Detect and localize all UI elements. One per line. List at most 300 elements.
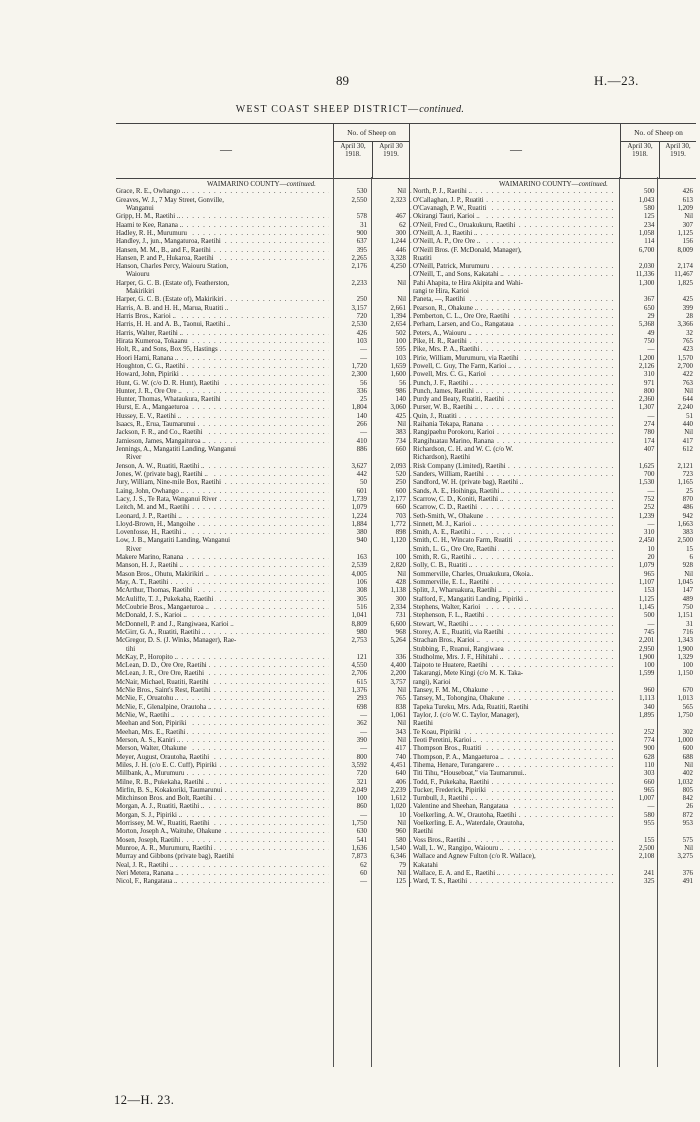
owner-name — [116, 712, 329, 720]
sheep-1919: 376 — [682, 869, 693, 877]
sheep-1918: 971 — [644, 379, 655, 387]
owner-name — [116, 779, 329, 787]
owner-name — [116, 205, 332, 213]
sheep-1919: 842 — [682, 795, 693, 803]
owner-name — [116, 463, 329, 471]
owner-name-text: Wallace and Agnew Fulton (c/o R. Wallace), — [413, 853, 536, 861]
sheep-1918: 1,804 — [351, 404, 367, 412]
owner-name-text: Stewart, W., Raetihi .. — [413, 620, 474, 628]
table-row — [410, 745, 696, 753]
owner-name-text: Houghton, C. G., Raetihi — [116, 362, 186, 370]
owner-name-text: Grace, R. E., Owhango .. — [116, 188, 186, 196]
sheep-1918: 50 — [360, 479, 367, 487]
sheep-1918: 1,079 — [351, 504, 367, 512]
owner-name — [410, 629, 617, 637]
sheep-1918: 2,753 — [351, 637, 367, 645]
sheep-1918: 7,873 — [351, 853, 367, 861]
sheep-1919: 491 — [682, 878, 693, 886]
table-row — [410, 238, 696, 246]
owner-name — [410, 363, 617, 371]
owner-name — [116, 629, 329, 637]
sheep-1919: 6,346 — [390, 853, 406, 861]
table-row — [410, 737, 696, 745]
sheep-1918: 1,107 — [638, 579, 655, 586]
owner-name-text: Okirangi Tauri, Karioi .. — [413, 213, 480, 221]
title-italic: continued. — [419, 104, 465, 115]
sheep-1918: 2,500 — [638, 845, 655, 852]
sheep-1918: — — [360, 429, 367, 437]
sheep-1919: 1,825 — [677, 279, 693, 287]
sheep-1919: 51 — [686, 412, 693, 420]
table-row — [116, 496, 409, 504]
table-row-continuation — [410, 679, 696, 687]
owner-name-text: Taylor, J. (c/o W. C. Taylor, Manager), — [413, 712, 520, 719]
sheep-1918: 252 — [644, 504, 655, 512]
owner-name-text: Solly, C. B., Ruatiti .. — [413, 562, 473, 570]
owner-name — [410, 513, 617, 521]
owner-name — [116, 238, 329, 246]
owner-name — [116, 737, 329, 745]
owner-name — [116, 346, 329, 354]
table-row — [116, 878, 409, 886]
sheep-1918: — — [360, 745, 367, 753]
table-row — [410, 587, 696, 595]
owner-name — [116, 654, 329, 662]
sheep-1918: 100 — [644, 662, 655, 670]
table-row — [410, 762, 696, 770]
owner-name — [116, 404, 329, 412]
owner-name-text: Handley, J., jun., Mangaturoa, Raetihi — [116, 238, 221, 246]
column-rule — [619, 177, 620, 1067]
owner-name-text: Pirie, William, Murumuru, via Raetihi — [413, 354, 519, 362]
owner-name-text: Pearson, R., Ohakune .. — [413, 304, 479, 312]
table-row — [116, 463, 409, 471]
sheep-1919: 670 — [682, 687, 693, 695]
sheep-1919 — [371, 271, 409, 279]
owner-name-text: McKay, P., Horopito .. — [116, 653, 178, 661]
owner-name — [116, 695, 329, 703]
owner-name-text: Hirata Kumeroa, Tokaanu — [116, 337, 188, 345]
column-rule — [333, 177, 334, 1067]
sheep-1918: 1,900 — [638, 653, 655, 661]
sheep-1919: 56 — [399, 379, 406, 387]
owner-name — [116, 554, 329, 562]
table-row — [116, 521, 409, 529]
owner-name — [410, 704, 617, 712]
sheep-1918: 860 — [356, 803, 367, 811]
sheep-1919: 838 — [395, 703, 406, 711]
sheep-1919: 15 — [686, 545, 693, 553]
owner-name-text: Tucker, Frederick, Pipiriki — [413, 786, 486, 794]
owner-name — [116, 471, 329, 479]
sheep-1919: 422 — [682, 371, 693, 379]
sheep-1918: 2,530 — [351, 321, 367, 329]
owner-name — [116, 587, 329, 595]
sheep-1918: 321 — [356, 778, 367, 786]
owner-name — [410, 488, 617, 496]
sheep-1919: 2,174 — [677, 263, 693, 271]
sheep-1919: 4,400 — [390, 662, 406, 670]
sheep-1918: 1,041 — [351, 612, 367, 620]
sheep-1919: 2,654 — [390, 321, 406, 329]
owner-name — [116, 355, 329, 363]
owner-name-text: Tansey, F. M. M., Ohakune — [413, 687, 488, 695]
sheep-1919: 734 — [395, 437, 406, 445]
table-row — [116, 737, 409, 745]
table-row — [116, 770, 409, 778]
sheep-1919: 399 — [682, 304, 693, 312]
owner-name — [116, 845, 329, 853]
sheep-1918: 336 — [356, 387, 367, 395]
sheep-1918: 367 — [644, 296, 655, 304]
sheep-1918: 965 — [644, 570, 655, 578]
name-column-header — [116, 124, 334, 178]
owner-name — [410, 413, 617, 421]
sheep-1919: 2,093 — [390, 462, 406, 470]
sheep-1918: 1,636 — [351, 845, 367, 852]
sheep-1919: Nil — [397, 869, 406, 877]
sheep-1918: 1,720 — [351, 362, 367, 370]
table-row — [410, 579, 696, 587]
sheep-1918 — [617, 255, 658, 263]
sheep-1919: 343 — [395, 728, 406, 736]
table-row — [410, 712, 696, 720]
table-row — [410, 380, 696, 388]
owner-name — [410, 637, 617, 645]
sheep-1918: — — [360, 712, 367, 719]
owner-name-text: Stephens, Walter, Karioi — [413, 603, 481, 611]
sheep-1919: 100 — [395, 554, 406, 562]
sheep-1919: 1,209 — [677, 204, 693, 212]
owner-name-text: Waiouru — [126, 271, 150, 279]
sheep-1918: 305 — [356, 595, 367, 603]
table-row — [116, 787, 409, 795]
table-row — [410, 205, 696, 213]
sheep-1919: 2,661 — [390, 304, 406, 312]
table-row — [410, 263, 696, 271]
owner-name — [410, 770, 617, 778]
sheep-1919 — [657, 862, 696, 870]
sheep-1918: 29 — [647, 313, 655, 320]
owner-name — [410, 247, 617, 255]
sheep-1919: Nil — [397, 421, 406, 429]
table-row — [410, 654, 696, 662]
table-row-continuation — [116, 546, 409, 554]
table-row — [410, 754, 696, 762]
sheep-1919: 644 — [682, 396, 693, 404]
table-row — [116, 404, 409, 412]
sheep-1918: 1,739 — [351, 495, 367, 503]
owner-name — [116, 446, 329, 454]
table-row — [116, 388, 409, 396]
table-row — [116, 247, 409, 255]
table-row — [410, 704, 696, 712]
sheep-1918: 2,706 — [351, 670, 367, 678]
sheep-1919: 5,264 — [390, 637, 406, 645]
owner-name — [410, 255, 617, 263]
sheep-1918: 49 — [647, 329, 655, 337]
owner-name — [116, 429, 329, 437]
table-row — [116, 695, 409, 703]
table-row — [410, 197, 696, 205]
sheep-1918: 1,239 — [638, 512, 655, 520]
sheep-1919: 580 — [395, 836, 406, 844]
owner-name — [410, 687, 617, 695]
owner-name — [116, 745, 329, 753]
sheep-1918: 2,950 — [638, 645, 655, 653]
owner-name-text: Morton, Joseph A., Waituhe, Ohakune — [116, 828, 222, 836]
table-row-continuation — [410, 454, 696, 462]
name-column-header — [410, 124, 621, 178]
owner-name-text: Stafford, F., Mangatiti Landing, Pipiriki .. — [413, 595, 529, 603]
owner-name-text: McArthur, Thomas, Raetihi — [116, 587, 193, 595]
sheep-1918: 140 — [356, 412, 367, 420]
owner-name-text: Thompson, P. A., Mangaeturoa .. — [413, 753, 504, 761]
sheep-1919: 1,000 — [677, 736, 693, 744]
owner-name-text: Haami te Kee, Ranana .. — [116, 221, 184, 229]
sheep-1919: 1,612 — [390, 795, 406, 803]
col-1918-header: April 30, 1918. — [334, 142, 373, 178]
owner-name — [410, 280, 617, 288]
owner-name — [410, 695, 617, 703]
owner-name-text: Rangihuatau Marino, Ranana — [413, 437, 494, 445]
owner-name-text: Sinnett, M. J., Karioi .. — [413, 520, 477, 528]
sheep-1918: 266 — [356, 421, 367, 429]
sheep-1918: 750 — [644, 337, 655, 345]
owner-name-text: Ruatiti — [413, 254, 432, 262]
sheep-1918 — [617, 454, 658, 462]
sheep-1919: 960 — [395, 828, 406, 836]
table-row — [410, 529, 696, 537]
table-row — [116, 197, 409, 205]
sheep-1918: 774 — [644, 736, 655, 744]
table-row — [116, 704, 409, 712]
owner-name — [116, 513, 329, 521]
table-row-continuation — [410, 720, 696, 728]
sheep-1918: 100 — [356, 795, 367, 803]
sheep-1919: Nil — [397, 720, 406, 728]
sheep-1918: 125 — [644, 213, 655, 221]
owner-name — [410, 837, 617, 845]
table-row — [410, 571, 696, 579]
owner-name-text: Todd, F., Pukekaha, Raetihi — [413, 778, 490, 786]
owner-name-text: O'Neill, T., and Sons, Kakatahi .. — [413, 271, 504, 279]
sheep-1919: 307 — [682, 221, 693, 229]
owner-name-text: Perham, Larsen, and Co., Rangataua — [413, 321, 514, 329]
sheep-1919: 575 — [682, 836, 693, 844]
sheep-1919: 100 — [395, 337, 406, 345]
table-row — [410, 621, 696, 629]
table-row-continuation — [116, 454, 409, 462]
sheep-1918: 2,126 — [638, 362, 655, 370]
table-row — [410, 770, 696, 778]
sheep-1919: Nil — [684, 570, 693, 578]
owner-name-text: Titi Tihu, “Houseboat,” via Taumarunui.. — [413, 770, 527, 778]
table-row — [116, 513, 409, 521]
sheep-1919: 763 — [682, 379, 693, 387]
owner-name — [116, 729, 329, 737]
sheep-1919: 425 — [395, 412, 406, 420]
owner-name — [156, 180, 369, 188]
owner-name-text: Makirikiri — [126, 288, 155, 296]
sheep-1918: — — [647, 346, 655, 354]
owner-name — [410, 621, 617, 629]
table-row — [116, 313, 409, 321]
table-row — [410, 596, 696, 604]
sheep-1918: 698 — [356, 703, 367, 711]
sheep-1919: 300 — [395, 229, 406, 237]
sheep-1918: 800 — [644, 387, 655, 395]
owner-name — [116, 230, 329, 238]
owner-name-text: Makere Marino, Ranana — [116, 554, 184, 562]
owner-name-text: Sandford, W. H. (private bag), Raetihi .. — [413, 479, 524, 487]
table-row — [116, 579, 409, 587]
sheep-1919: 613 — [682, 196, 693, 204]
group-title: No. of Sheep on — [334, 124, 409, 142]
sheep-1919: 640 — [395, 770, 406, 778]
sheep-1919: 765 — [682, 337, 693, 345]
table-row — [410, 222, 696, 230]
sheep-1918: 1,113 — [639, 695, 655, 703]
table-row — [116, 255, 409, 263]
owner-name — [410, 330, 617, 338]
table-row — [116, 687, 409, 695]
owner-name — [410, 587, 617, 595]
sheep-1918: 1,307 — [638, 404, 655, 412]
table-row — [410, 795, 696, 803]
sheep-1919: 302 — [682, 728, 693, 736]
sheep-1918 — [332, 288, 372, 296]
sheep-1919: 426 — [682, 188, 693, 196]
owner-name-text: Low, J. B., Mangatiti Landing, Wanganui — [116, 537, 231, 545]
column-rule — [657, 177, 658, 1067]
sheep-1918: — — [647, 803, 655, 811]
table-row — [410, 513, 696, 521]
sheep-1918: 1,599 — [638, 670, 655, 678]
sheep-1919: 688 — [682, 753, 693, 761]
sheep-1919: 446 — [395, 246, 406, 254]
table-row-continuation — [116, 271, 409, 279]
owner-name-text: Pike, Mrs. P. A., Raetihi — [413, 346, 480, 354]
sheep-1919: 100 — [682, 662, 693, 670]
sheep-1918: 900 — [644, 745, 655, 753]
owner-name — [410, 712, 617, 720]
owner-name-text: Sommerville, E. L., Raetihi — [413, 579, 489, 586]
owner-name-text: Munroe, A. R., Murumuru, Raetihi — [116, 845, 213, 852]
sheep-1919: 440 — [682, 421, 693, 429]
sheep-1918: 3,592 — [351, 761, 367, 769]
table-row — [116, 421, 409, 429]
page-title — [0, 104, 700, 115]
owner-name-text: Scarrow, C. D., Koniti, Raetihi .. — [413, 495, 504, 503]
sheep-1919: 502 — [395, 329, 406, 337]
owner-name — [116, 213, 329, 221]
sheep-1919: Nil — [684, 761, 693, 769]
owner-name — [410, 446, 617, 454]
owner-name-text: Hunt, G. W. (c/o D. R. Hunt), Raetihi — [116, 379, 220, 387]
sheep-1919: 1,394 — [390, 313, 406, 320]
right-column-header — [410, 123, 696, 179]
owner-name — [116, 754, 329, 762]
table-row-continuation — [410, 862, 696, 870]
sheep-1919: 1,343 — [677, 637, 693, 645]
sheep-1918: 2,550 — [351, 196, 367, 204]
owner-name-text: Hansen, P. and P., Hukaroa, Raetihi — [116, 254, 214, 262]
sheep-1919 — [657, 679, 696, 687]
sheep-1919: 898 — [395, 529, 406, 537]
sheep-1919: 1,570 — [677, 354, 693, 362]
owner-name — [410, 729, 617, 737]
owner-name-text: Teoti Peretini, Karioi .. — [413, 736, 477, 744]
sheep-1919: 3,366 — [677, 321, 693, 329]
owner-name-text: Powell, Mrs. C. G., Karioi — [413, 371, 486, 379]
owner-name-text: Thompson Bros., Ruatiti — [413, 745, 482, 753]
sheep-1918: 980 — [356, 628, 367, 636]
owner-name-text: McNie, F., Glenalpine, Orautoha .. — [116, 703, 212, 711]
owner-name — [410, 230, 617, 238]
owner-name — [410, 679, 617, 687]
sheep-1919: Nil — [397, 820, 406, 828]
sheep-1919: 250 — [395, 479, 406, 487]
table-row — [116, 296, 409, 304]
sheep-1919: 25 — [686, 487, 693, 495]
sheep-1919: 1,151 — [677, 612, 693, 620]
owner-name — [116, 371, 329, 379]
owner-name — [116, 330, 329, 338]
owner-name — [116, 646, 332, 654]
sheep-1918 — [617, 720, 658, 728]
sheep-1918: 965 — [644, 786, 655, 794]
owner-name-text: Gripp, H. M., Raetihi .. — [116, 213, 181, 221]
sheep-1919: 1,032 — [677, 778, 693, 786]
table-row — [410, 646, 696, 654]
owner-name — [116, 679, 329, 687]
owner-name-text: Seth-Smith, W., Ohakune — [413, 512, 484, 520]
owner-name — [410, 504, 617, 512]
sheep-1919: 406 — [395, 778, 406, 786]
sheep-1919: 805 — [682, 786, 693, 794]
owner-name-text: Raetihi — [413, 828, 433, 836]
owner-name-text: Lacy, J. S., Te Rata, Wanganui River — [116, 495, 218, 503]
owner-name-text: Neal, J. R., Raetihi .. — [116, 861, 174, 869]
table-row — [116, 562, 409, 570]
owner-name-text: Leonard, J. P., Raetihi .. — [116, 512, 182, 520]
owner-name — [410, 205, 617, 213]
owner-name-text: McAuliffe, T. J., Pukekaha, Raetihi — [116, 595, 214, 603]
owner-name-text: Meyer, August, Orautoha, Raetihi — [116, 753, 210, 761]
sheep-1918: 153 — [644, 587, 655, 595]
sheep-1919: 750 — [682, 603, 693, 611]
owner-name-text: Punch, J. F., Raetihi .. — [413, 379, 474, 387]
sheep-1919: 968 — [395, 628, 406, 636]
col-1919-header: April 30 1919. — [379, 142, 403, 158]
name-column-dash: — — [220, 142, 232, 156]
heading-italic: continued. — [286, 180, 316, 188]
owner-name-text: O'Neill, A. P., Ore Ore .. — [413, 238, 481, 246]
sheep-1918 — [617, 679, 658, 687]
sheep-1919: 425 — [682, 296, 693, 304]
sheep-1919: 942 — [682, 512, 693, 520]
owner-name-text: Raetihi — [413, 720, 433, 728]
sheep-1918: 800 — [356, 753, 367, 761]
owner-name-text: Jones, W. (private bag), Raetihi .. — [116, 470, 208, 478]
owner-name-text: Peters, A., Waiouru .. — [413, 329, 472, 337]
owner-name — [116, 396, 329, 404]
owner-name — [116, 296, 329, 304]
sheep-1919: 2,200 — [390, 670, 406, 678]
sheep-1919: 62 — [399, 221, 406, 229]
sheep-1918: 1,530 — [638, 479, 655, 487]
